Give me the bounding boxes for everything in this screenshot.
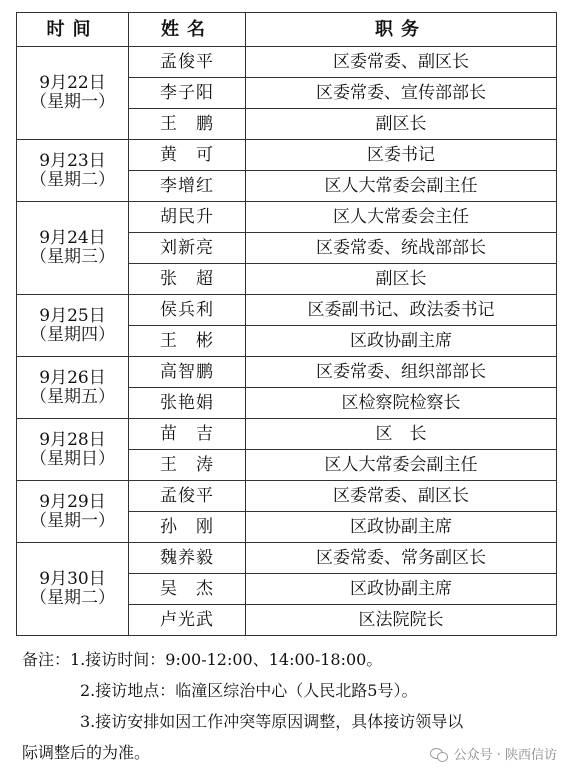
weekday-label: （星期二） (30, 588, 115, 608)
leader-name: 苗 吉 (129, 419, 246, 450)
wechat-icon (430, 747, 448, 761)
leader-role: 区人大常委会副主任 (246, 171, 557, 202)
leader-role: 区政协副主席 (246, 574, 557, 605)
weekday-label: （星期一） (30, 92, 115, 112)
leader-role: 区法院院长 (246, 605, 557, 636)
leader-name: 魏养毅 (129, 543, 246, 574)
date-cell (17, 543, 129, 636)
leader-name: 王 涛 (129, 450, 246, 481)
leader-role: 区委书记 (246, 140, 557, 171)
table-row (17, 481, 557, 512)
leader-role: 区 长 (246, 419, 557, 450)
date-label: 9月22日 (39, 73, 106, 94)
table-body (17, 47, 557, 636)
table-row (17, 202, 557, 233)
date-cell (17, 481, 129, 543)
date-label: 9月26日 (39, 367, 106, 388)
reception-schedule-table (16, 12, 557, 636)
weekday-label: （星期四） (30, 324, 115, 345)
leader-role: 区委副书记、政法委书记 (246, 295, 557, 326)
leader-name: 孟俊平 (129, 47, 246, 78)
leader-role: 区委常委、常务副区长 (246, 543, 557, 574)
leader-role: 区委常委、宣传部部长 (246, 78, 557, 109)
leader-role: 区委常委、副区长 (246, 481, 557, 512)
note-location: 2.接访地点：临潼区综治中心（人民北路5号）。 (80, 681, 418, 700)
note-time: 备注：1.接访时间：9:00-12:00、14:00-18:00。 (22, 650, 383, 669)
leader-name: 卢光武 (129, 605, 246, 636)
leader-role: 区人大常委会主任 (246, 202, 557, 233)
date-label: 9月23日 (39, 150, 106, 171)
weekday-label: （星期三） (30, 247, 115, 267)
weekday-label: （星期日） (30, 448, 115, 469)
header-role: 职务 (246, 13, 557, 47)
date-label: 9月28日 (39, 429, 106, 450)
leader-name: 张 超 (129, 264, 246, 295)
header-time: 时间 (17, 13, 129, 47)
table-row (17, 295, 557, 326)
header-name: 姓名 (129, 13, 246, 47)
leader-name: 王 彬 (129, 326, 246, 357)
date-cell (17, 202, 129, 295)
date-label: 9月29日 (39, 491, 106, 512)
leader-name: 刘新亮 (129, 233, 246, 264)
leader-name: 侯兵利 (129, 295, 246, 326)
date-cell (17, 140, 129, 202)
table-header-row (17, 13, 557, 47)
leader-name: 高智鹏 (129, 357, 246, 388)
date-cell (17, 357, 129, 419)
weekday-label: （星期二） (30, 169, 115, 190)
leader-name: 孙 刚 (129, 512, 246, 543)
weekday-label: （星期五） (30, 386, 115, 407)
date-label: 9月25日 (39, 305, 106, 326)
leader-name: 黄 可 (129, 140, 246, 171)
leader-role: 区委常委、组织部部长 (246, 357, 557, 388)
leader-role: 区政协副主席 (246, 326, 557, 357)
table-row (17, 543, 557, 574)
date-cell (17, 47, 129, 140)
watermark-text: 公众号 · 陕西信访 (453, 748, 557, 763)
leader-name: 吴 杰 (129, 574, 246, 605)
leader-name: 胡民升 (129, 202, 246, 233)
leader-role: 区人大常委会副主任 (246, 450, 557, 481)
table-row (17, 357, 557, 388)
leader-role: 区检察院检察长 (246, 388, 557, 419)
note-adjustment: 3.接访安排如因工作冲突等原因调整，具体接访领导以 (80, 712, 464, 731)
date-label: 9月30日 (39, 569, 106, 590)
leader-name: 李增红 (129, 171, 246, 202)
table-row (17, 47, 557, 78)
leader-role: 区委常委、统战部部长 (246, 233, 557, 264)
date-label: 9月24日 (39, 228, 106, 249)
leader-name: 孟俊平 (129, 481, 246, 512)
leader-role: 区政协副主席 (246, 512, 557, 543)
table-row (17, 419, 557, 450)
watermark (426, 742, 561, 765)
weekday-label: （星期一） (30, 510, 115, 531)
leader-role: 副区长 (246, 264, 557, 295)
leader-name: 张艳娟 (129, 388, 246, 419)
date-cell (17, 295, 129, 357)
date-cell (17, 419, 129, 481)
leader-role: 区委常委、副区长 (246, 47, 557, 78)
leader-name: 王 鹏 (129, 109, 246, 140)
leader-role: 副区长 (246, 109, 557, 140)
table-row (17, 140, 557, 171)
leader-name: 李子阳 (129, 78, 246, 109)
note-adjustment-cont: 际调整后的为准。 (22, 743, 151, 762)
